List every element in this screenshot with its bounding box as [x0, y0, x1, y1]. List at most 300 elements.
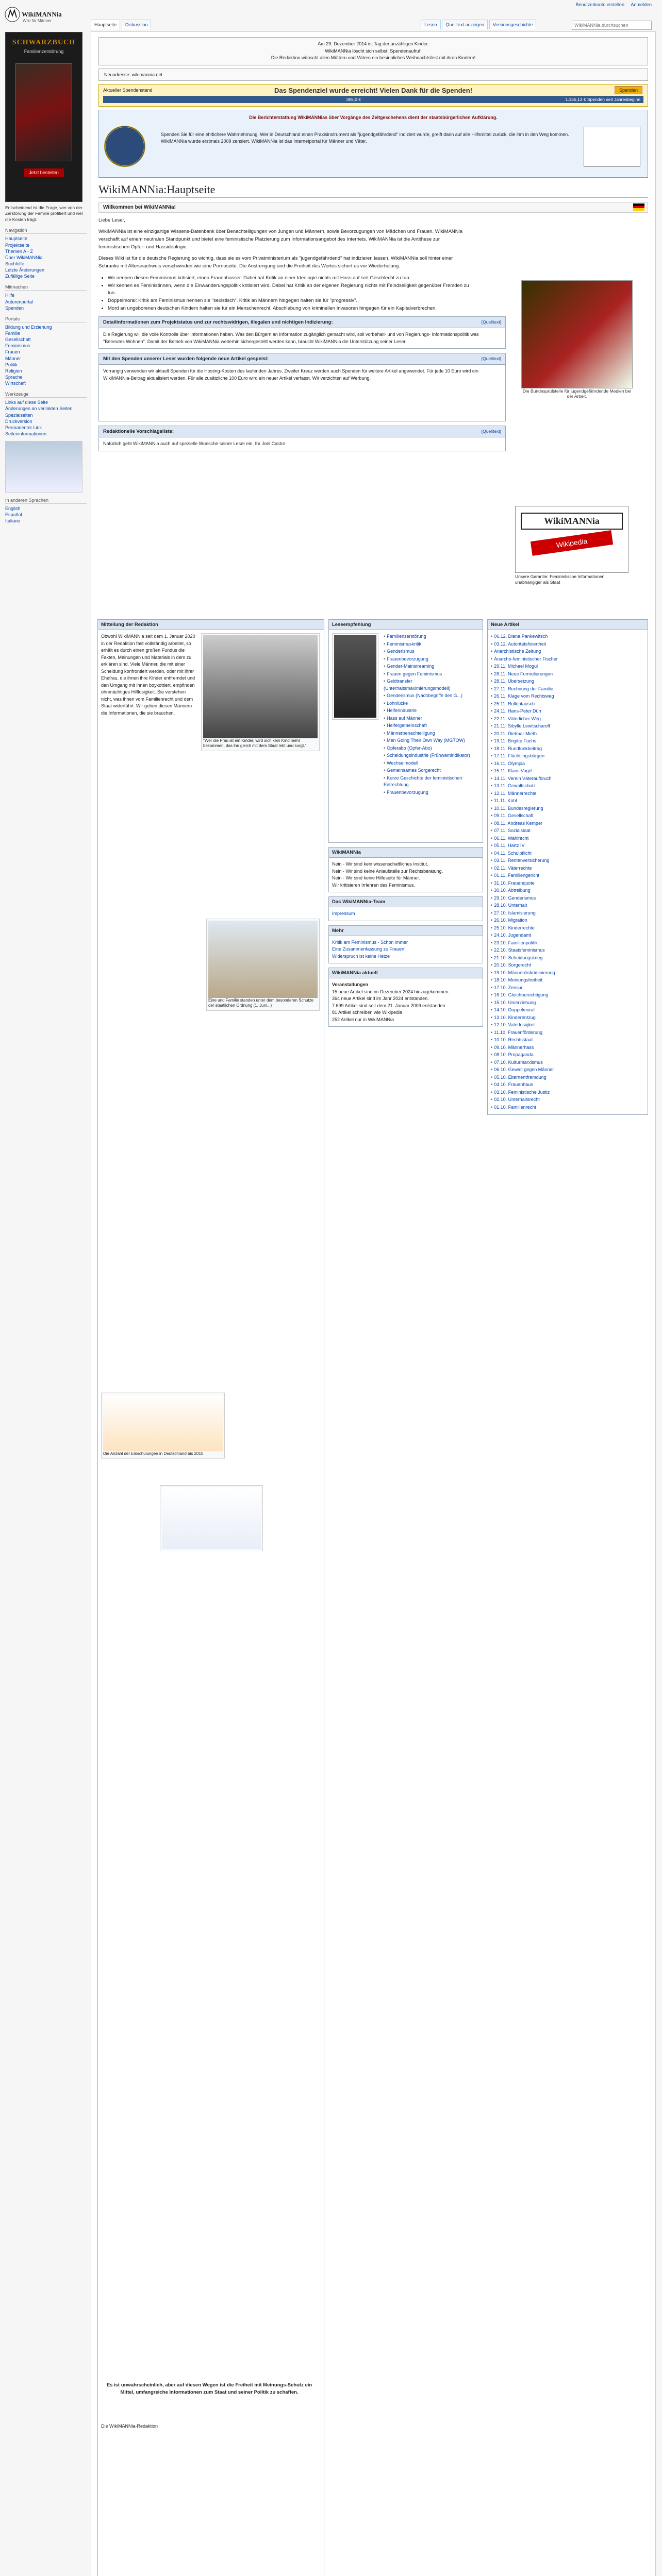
new-article-label[interactable]: 05.11. Hartz IV: [494, 843, 525, 848]
sidebar-item[interactable]: Autorenportal: [5, 299, 34, 304]
reading-item[interactable]: • Frauenbevorzugung: [384, 656, 428, 662]
sidebar-tools-heading: Werkzeuge: [5, 392, 87, 398]
stats-item: 364 neue Artikel sind im Jahr 2024 entstanden.: [332, 996, 429, 1001]
section-header: [98, 316, 506, 328]
new-article-item[interactable]: • 11.11. Kohl: [491, 798, 517, 803]
donation-headline: Das Spendenziel wurde erreicht! Vielen Dank für die Spenden!: [274, 86, 473, 94]
new-article-item[interactable]: • 03.11. Rentenversicherung: [491, 858, 550, 863]
reading-item[interactable]: • Scheidungsindustrie (Frühwarnindikator): [384, 753, 470, 758]
new-article-item[interactable]: • 23.10. Familienpolitik: [491, 940, 538, 945]
new-article-item[interactable]: • 07.10. Kulturmarxismus: [491, 1059, 543, 1065]
tab-read[interactable]: Lesen: [421, 20, 441, 29]
reading-item-label[interactable]: Men Going Their Own Way (MGTOW): [387, 738, 466, 743]
sidebar-item[interactable]: Suchhilfe: [5, 261, 25, 266]
section-header: [98, 426, 506, 437]
personal-tools: [570, 2, 652, 7]
sidebar-item[interactable]: Bildung und Erziehung: [5, 324, 52, 330]
edit-link[interactable]: [Quelltext]: [481, 319, 501, 325]
sidebar-item[interactable]: Über WikiMANNia: [5, 255, 43, 260]
faq-item: Nein - Wir sind keine Hilfeseite für Männer.: [332, 875, 420, 880]
intro-text: [98, 217, 470, 313]
book-subtitle: Familienzerstörung: [24, 49, 64, 54]
new-article-label[interactable]: 16.11. Olympia: [494, 760, 525, 766]
reading-item[interactable]: • Wechselmodell: [384, 760, 419, 766]
new-article-label[interactable]: 13.10. Kinderentzug: [494, 1014, 536, 1020]
sidebar-item[interactable]: Frauen: [5, 349, 20, 355]
book-cover-image: [15, 63, 72, 161]
sidebar-item[interactable]: Projektseite: [5, 242, 30, 248]
new-article-item[interactable]: • 24.11. Hans-Peter Dürr: [491, 708, 542, 714]
new-article-item[interactable]: • 09.11. Gesellschaft: [491, 813, 534, 818]
column-heading: Leseempfehlung: [328, 619, 483, 630]
more-link[interactable]: Widerspruch ist keine Hetze: [332, 953, 390, 959]
new-article-label[interactable]: 14.11. Verein Väteraufbruch: [494, 775, 552, 781]
sidebar-item[interactable]: Seiteninformationen: [5, 431, 47, 436]
new-article-item[interactable]: • 09.10. Männerhass: [491, 1044, 534, 1050]
new-article-label[interactable]: 06.10. Gewalt gegen Männer: [494, 1067, 554, 1072]
sidebar-item[interactable]: Gesellschaft: [5, 337, 31, 343]
reading-item-label[interactable]: Frauenbevorzugung: [387, 789, 428, 795]
new-article-item[interactable]: • 10.10. Rechtsstaat: [491, 1037, 533, 1042]
notice-line: Am 29. Dezember 2014 ist Tag der unzähligen Kinder.: [318, 41, 429, 46]
new-article-label[interactable]: Anarcho-feministischer Fischer: [494, 656, 558, 662]
reading-item[interactable]: • Frauen gegen Feminismus: [384, 671, 442, 676]
sidebar-item[interactable]: English: [5, 506, 21, 512]
sidebar-item[interactable]: Feminismus: [5, 343, 30, 349]
new-article-item[interactable]: • 22.10. Staatsfeminismus: [491, 947, 545, 953]
new-article-label[interactable]: 26.10. Migration: [494, 918, 527, 923]
new-article-label[interactable]: 10.11. Bundesregierung: [494, 805, 543, 811]
house-image: [208, 921, 318, 998]
reading-item-label[interactable]: Genderismus (Nachbegriffe des G...): [387, 693, 463, 698]
new-article-label[interactable]: 10.10. Rechtsstaat: [494, 1037, 533, 1042]
births-chart-image: [103, 1395, 223, 1451]
new-article-item[interactable]: • 27.11. Rechnung der Familie: [491, 686, 554, 691]
sidebar-languages: [5, 498, 87, 524]
reading-item-label[interactable]: Feminismuskritik: [387, 641, 422, 647]
new-article-item[interactable]: • 08.11. Andreas Kemper: [491, 820, 543, 826]
sidebar-item[interactable]: Politik: [5, 362, 18, 367]
new-article-item[interactable]: • 29.11. Michael Mogul: [491, 664, 538, 669]
sidebar-tools: [5, 392, 87, 437]
reading-item[interactable]: • Hass auf Männer: [384, 715, 422, 721]
reading-item-label[interactable]: Lohnlücke: [387, 700, 408, 706]
warning-sign-image[interactable]: [521, 280, 633, 388]
info-box-text: Spenden Sie für eine ehrlichere Wahrnehmung. Wer in Deutschland einen Praxisinstrument als "jugendgefährdend" indiziert wurde, greift darin auf alle Hilfsmittel zurück, die ihm in den Weg kommen. WikiMANNia wurde erstmals 2009 zensiert. WikiMANNia ist das Internetportal für Männer und Väter.: [161, 131, 569, 144]
sidebar-item[interactable]: Wirtschaft: [5, 381, 26, 386]
reading-item[interactable]: • Men Going Their Own Way (MGTOW): [384, 738, 466, 743]
reading-item-label[interactable]: Frauen gegen Feminismus: [387, 671, 442, 676]
book-title: SCHWARZBUCH: [12, 39, 76, 46]
stats-box: [328, 978, 483, 1027]
reading-item[interactable]: • Feminismuskritik: [384, 641, 422, 647]
sidebar-banner-image[interactable]: [5, 441, 82, 493]
donation-total: 1.155,13 € Spenden seit Jahresbeginn: [565, 96, 640, 102]
new-article-item[interactable]: • 29.10. Genderismus: [491, 895, 536, 901]
more-box: [328, 936, 483, 964]
welcome-bar: [98, 202, 648, 213]
sidebar-nav-heading: Navigation: [5, 228, 87, 234]
column-body: [328, 630, 483, 843]
list-item: • Doppelmoral: Kritik am Feminismus nennen sie "sexistisch". Kritik an Männern hingegen halten sie für "progressiv".: [108, 297, 470, 305]
new-article-label[interactable]: 18.11. Rundfunkbeitrag: [494, 745, 542, 751]
new-article-label[interactable]: 25.10. Kinderrechte: [494, 925, 535, 930]
sidebar-item[interactable]: Themen A - Z: [5, 248, 34, 254]
reading-item[interactable]: • Familienzerstörung: [384, 634, 426, 639]
new-article-item[interactable]: • 03.10. Feministische Justiz: [491, 1089, 550, 1095]
new-article-label[interactable]: 28.11. Übersetzung: [494, 679, 535, 684]
new-article-item[interactable]: • 04.10. Frauenhaus: [491, 1082, 533, 1087]
reading-item-label[interactable]: Kurze Geschichte der feministischen Entrechtung: [384, 775, 462, 787]
reading-item-label[interactable]: Hass auf Männer: [387, 715, 422, 721]
column-reading: [328, 619, 483, 1027]
login-link[interactable]: Anmelden: [631, 2, 652, 7]
section-body: Die Regierung will die volle Kontrolle über Informationen haben. Was den Bürgern an Information zugänglich gemacht wird, soll vorbehalt- und von Regierungs- Informationspolitik was "Betreutes Wohnen". Damit der Betrieb von WikiMANNia weiterhin sichergestellt werden kann, braucht WikiMANNia die Unterstützung seiner Leser.: [98, 328, 506, 349]
new-article-item[interactable]: • 22.11. Väterlicher Weg: [491, 716, 541, 721]
reading-item-label[interactable]: Genderismus: [387, 649, 415, 654]
new-article-label[interactable]: 21.10. Scheidungskrieg: [494, 955, 543, 960]
new-article-item[interactable]: • 25.11. Rollentausch: [491, 701, 535, 706]
new-article-label[interactable]: 01.10. Familienrecht: [494, 1104, 536, 1110]
edit-link[interactable]: [Quelltext]: [481, 429, 501, 434]
new-article-item[interactable]: • 06.10. Gewalt gegen Männer: [491, 1067, 554, 1072]
new-article-label[interactable]: 04.10. Frauenhaus: [494, 1082, 533, 1087]
new-article-item[interactable]: • 03.12. Autoritätsfixiertheit: [491, 641, 547, 647]
new-article-item[interactable]: • 17.10. Zensur: [491, 985, 523, 990]
image-caption: Die Bundesprüfstelle für jugendgefährdende Medien bei der Arbeit.: [522, 388, 632, 399]
new-article-label[interactable]: 15.11. Klaus Vogel: [494, 768, 533, 773]
new-article-item[interactable]: • 05.11. Hartz IV: [491, 843, 525, 848]
new-article-item[interactable]: • 16.11. Olympia: [491, 760, 525, 766]
book-advert[interactable]: [5, 32, 82, 202]
team-box: [328, 907, 483, 921]
new-article-item[interactable]: • 13.10. Kinderentzug: [491, 1014, 536, 1020]
new-article-label[interactable]: 02.10. Unterhaltsrecht: [494, 1097, 540, 1102]
sidebar-item[interactable]: Sprache: [5, 374, 23, 380]
reading-item-label[interactable]: Helferindustrie: [387, 708, 417, 713]
stats-item: 7.699 Artikel sind seit dem 21. Januar 2009 entstanden.: [332, 1003, 447, 1008]
donation-amount: 355,0 €: [346, 96, 361, 102]
new-article-item[interactable]: • 01.11. Familiengericht: [491, 873, 540, 878]
new-article-item[interactable]: • 12.11. Männerrechte: [491, 790, 537, 796]
site-notice: [98, 37, 648, 65]
column-heading: WikiMANNia: [328, 847, 483, 858]
stats-item: 252 Artikel nur in WikiMANNia: [332, 1016, 394, 1022]
new-article-item[interactable]: • 24.10. Jugendamt: [491, 933, 532, 938]
reading-item[interactable]: • Kurze Geschichte der feministischen Entrechtung: [384, 775, 462, 787]
new-article-label[interactable]: 27.10. Islamisierung: [494, 910, 536, 916]
new-article-label[interactable]: 11.10. Frauenförderung: [494, 1029, 543, 1035]
new-article-item[interactable]: • 16.10. Gleichberechtigung: [491, 992, 549, 997]
new-article-item[interactable]: • 04.11. Schulpflicht: [491, 850, 532, 856]
sidebar-help-heading: Mitmachen: [5, 284, 87, 291]
new-article-label[interactable]: 15.10. Umerziehung: [494, 999, 536, 1005]
new-article-item[interactable]: • 20.11. Dietmar Mieth: [491, 731, 537, 736]
faq-item: Wir kritisieren Irrlehren des Feminismus.: [332, 882, 416, 888]
reading-item-label[interactable]: Familienzerstörung: [387, 634, 426, 639]
reading-item[interactable]: • Männerbenachteiligung: [384, 730, 435, 736]
new-article-item[interactable]: • 21.11. Sibylle Lewitscharoff: [491, 723, 550, 728]
new-article-item[interactable]: • 27.10. Islamisierung: [491, 910, 536, 916]
new-article-item[interactable]: • 18.10. Meinungsfreiheit: [491, 977, 542, 982]
new-article-item[interactable]: • 25.10. Kinderrechte: [491, 925, 535, 930]
diagram-figure: [160, 1485, 263, 1551]
reading-item-label[interactable]: Gender-Mainstreaming: [387, 664, 435, 669]
new-article-label[interactable]: 01.11. Familiengericht: [494, 873, 540, 878]
faq-item: Nein - Wir sind kein wissenschaftliches Institut.: [332, 861, 428, 867]
new-article-label[interactable]: 19.11. Brigitte Fuchs: [494, 738, 537, 743]
tab-view-source[interactable]: Quelltext anzeigen: [442, 20, 488, 29]
new-article-item[interactable]: • 06.11. Wahlrecht: [491, 835, 529, 841]
more-link[interactable]: Eine Zusammenfassung zu Frauen!: [332, 946, 406, 952]
notice-line: WikiMANNia löscht sich selbst. Spendenaufruf.: [325, 48, 422, 54]
column-heading: WikiMANNia aktuell: [328, 968, 483, 978]
reading-item[interactable]: • Helferindustrie: [384, 708, 417, 713]
donation-progress: [103, 96, 643, 103]
column-heading: Mehr: [328, 925, 483, 936]
sidebar-item[interactable]: Italiano: [5, 518, 21, 524]
new-article-label[interactable]: 13.11. Gewaltschutz: [494, 783, 536, 788]
new-article-label[interactable]: 12.11. Männerrechte: [494, 790, 537, 796]
new-article-item[interactable]: • 30.10. Abtreibung: [491, 888, 531, 893]
new-article-label[interactable]: 03.12. Autoritätsfixiertheit: [494, 641, 547, 647]
list-item: • Wir kennen es Feministinnen, wenn die Einwanderungspolitik kritisiert wird. Dabei hat Kritik an der eigenen Regierung nichts mit Feindseligkeit gegenüber Fremden zu tun.: [108, 282, 470, 297]
new-article-label[interactable]: 31.10. Frauenquote: [494, 880, 535, 886]
new-article-item[interactable]: • 15.11. Klaus Vogel: [491, 768, 533, 773]
new-article-item[interactable]: • Anarchistische Zeitung: [491, 649, 541, 654]
reading-item[interactable]: • Geldtransfer (Unterhaltsmaximierungsmodell): [384, 679, 451, 691]
new-article-label[interactable]: 03.11. Rentenversicherung: [494, 858, 550, 863]
new-article-label[interactable]: 27.11. Rechnung der Familie: [494, 686, 554, 691]
new-article-label[interactable]: 06.11. Wahlrecht: [494, 835, 529, 841]
info-box: [98, 110, 648, 178]
new-article-item[interactable]: • 08.10. Propaganda: [491, 1052, 534, 1057]
new-article-label[interactable]: 19.10. Männerdiskriminierung: [494, 970, 555, 975]
sidebar-item[interactable]: Permanenter Link: [5, 425, 42, 430]
new-article-label[interactable]: 29.11. Michael Mogul: [494, 664, 538, 669]
reading-item-label[interactable]: Opferabo (Opfer-Abo): [387, 745, 432, 751]
new-article-item[interactable]: • 02.10. Unterhaltsrecht: [491, 1097, 540, 1102]
donation-bar: [98, 84, 648, 107]
column-heading: Mitteilung der Redaktion: [97, 619, 324, 630]
column-editorial: [97, 619, 324, 2576]
info-badge-image: [584, 127, 640, 167]
flag-icon: [633, 204, 644, 211]
new-article-label[interactable]: 20.11. Dietmar Mieth: [494, 731, 537, 736]
reading-item-label[interactable]: Helfergemeinschaft: [387, 723, 427, 728]
new-article-item[interactable]: • 28.11. Neue Formulierungen: [491, 671, 553, 676]
new-article-item[interactable]: • 07.11. Sozialstaat: [491, 828, 531, 833]
comparison-badge-image: [515, 506, 628, 573]
search-input[interactable]: [572, 21, 652, 30]
reading-item[interactable]: • Gender-Mainstreaming: [384, 664, 435, 669]
reading-item-label[interactable]: Geldtransfer (Unterhaltsmaximierungsmodell): [384, 679, 451, 691]
reading-item[interactable]: • Helfergemeinschaft: [384, 723, 427, 728]
new-article-item[interactable]: • 21.10. Scheidungskrieg: [491, 955, 543, 960]
house-figure: [206, 919, 320, 1011]
section-title: Redaktionelle Vorschlagsliste:: [103, 429, 174, 435]
new-article-label[interactable]: 24.10. Jugendamt: [494, 933, 532, 938]
reading-item[interactable]: • Frauenbevorzugung: [384, 789, 428, 795]
reading-item-label[interactable]: Gemeinsames Sorgerecht: [387, 768, 441, 773]
faq-box: [328, 858, 483, 892]
reading-item-label[interactable]: Männerbenachteiligung: [387, 730, 435, 736]
donation-label: Aktueller Spendenstand: [103, 87, 153, 93]
reading-list: [332, 633, 479, 839]
new-article-label[interactable]: 21.11. Sibylle Lewitscharoff: [494, 723, 550, 728]
column-heading: Das WikiMANNia-Team: [328, 896, 483, 907]
reading-item[interactable]: • Genderismus (Nachbegriffe des G...): [384, 693, 463, 698]
new-article-label[interactable]: 18.10. Meinungsfreiheit: [494, 977, 542, 982]
sidebar-item[interactable]: Letzte Änderungen: [5, 267, 45, 273]
reading-item-label[interactable]: Wechselmodell: [387, 760, 419, 766]
sidebar-languages-heading: In anderen Sprachen: [5, 498, 87, 504]
new-article-label[interactable]: 02.11. Väterrechte: [494, 865, 532, 871]
new-article-label[interactable]: 20.10. Sorgerecht: [494, 962, 531, 968]
new-article-label[interactable]: 04.11. Schulpflicht: [494, 850, 532, 856]
new-article-item[interactable]: • 20.10. Sorgerecht: [491, 962, 531, 968]
site-tagline: Wiki für Männer: [23, 19, 52, 23]
new-article-item[interactable]: • 06.12. Diana Pankewitsch: [491, 634, 548, 639]
house-caption: Eine und Familie standen unter dem besonderen Schutze der staatlichen Ordnung (1. Juni...): [208, 998, 314, 1008]
section-title: Mit den Spenden unserer Leser wurden folgende neue Artikel gespeist:: [103, 356, 269, 362]
new-article-label[interactable]: 06.12. Diana Pankewitsch: [494, 634, 548, 639]
sidebar-item[interactable]: Druckversion: [5, 418, 32, 424]
reading-item-label[interactable]: Scheidungsindustrie (Frühwarnindikator): [387, 753, 470, 758]
intro-list: [108, 275, 470, 313]
new-article-item[interactable]: • 14.10. Doppelmoral: [491, 1007, 535, 1012]
sidebar-item[interactable]: Hauptseite: [5, 236, 28, 242]
imprint-link[interactable]: Impressum: [332, 911, 355, 916]
new-article-item[interactable]: • 11.10. Frauenförderung: [491, 1029, 543, 1035]
sidebar-item[interactable]: Änderungen an verlinkten Seiten: [5, 406, 73, 412]
section-header: [98, 353, 506, 365]
reading-item[interactable]: • Gemeinsames Sorgerecht: [384, 768, 441, 773]
new-article-label[interactable]: 25.11. Rollentausch: [494, 701, 535, 706]
sidebar-item[interactable]: Religion: [5, 368, 22, 374]
list-item: • Wir nennen diesen Feminismus kritisiert, einen Frauenhasser. Dabei hat Kritik an einer Ideologie nichts mit Hass auf seit Geschlecht zu tun.: [108, 275, 470, 282]
new-article-item[interactable]: • 15.10. Umerziehung: [491, 999, 536, 1005]
new-article-label[interactable]: 28.11. Neue Formulierungen: [494, 671, 553, 676]
new-article-item[interactable]: • 26.10. Migration: [491, 918, 527, 923]
new-article-label[interactable]: 07.11. Sozialstaat: [494, 828, 531, 833]
column-new-articles: [487, 619, 648, 1115]
new-article-label[interactable]: 09.10. Männerhass: [494, 1044, 534, 1050]
reading-item[interactable]: • Lohnlücke: [384, 700, 408, 706]
more-link[interactable]: Kritik am Feminismus - Schon immer: [332, 939, 408, 945]
new-article-item[interactable]: • 14.11. Verein Väteraufbruch: [491, 775, 552, 781]
sidebar-help: [5, 284, 87, 311]
reading-items: [384, 633, 479, 796]
new-articles-list: [487, 630, 648, 1115]
new-article-label[interactable]: 24.11. Hans-Peter Dürr: [494, 708, 542, 714]
reading-item[interactable]: • Genderismus: [384, 649, 415, 654]
new-article-label[interactable]: 16.10. Gleichberechtigung: [494, 992, 549, 997]
sidebar-item[interactable]: Hilfe: [5, 293, 15, 298]
donate-button[interactable]: Spenden: [615, 86, 642, 94]
new-article-item[interactable]: • 13.11. Gewaltschutz: [491, 783, 536, 788]
new-article-label[interactable]: 22.11. Väterlicher Weg: [494, 716, 541, 721]
reading-item[interactable]: • Opferabo (Opfer-Abo): [384, 745, 432, 751]
new-article-item[interactable]: • 18.11. Rundfunkbeitrag: [491, 745, 542, 751]
section-body: Natürlich geht WikiMANNia auch auf spezielle Wünsche seiner Leser ein. Ihr Joel Castro: [98, 437, 506, 451]
site-logo[interactable]: [3, 3, 60, 31]
tab-discussion[interactable]: Diskussion: [122, 20, 152, 29]
edit-link[interactable]: [Quelltext]: [481, 356, 501, 362]
new-article-label[interactable]: 08.10. Propaganda: [494, 1052, 534, 1057]
stats-subheading: Veranstaltungen: [332, 982, 369, 987]
new-article-item[interactable]: • 12.10. Vaterlosigkeit: [491, 1022, 536, 1027]
new-article-label[interactable]: 28.10. Unterhalt: [494, 903, 527, 908]
sidebar-item[interactable]: Español: [5, 512, 22, 518]
main-content: [91, 31, 656, 2576]
sidebar-item[interactable]: Familie: [5, 330, 21, 336]
new-article-item[interactable]: • 17.11. Flüchtlingsbürgen: [491, 753, 545, 758]
new-article-label[interactable]: 29.10. Genderismus: [494, 895, 536, 901]
new-article-label[interactable]: 03.10. Feministische Justiz: [494, 1089, 550, 1095]
new-article-label[interactable]: 09.11. Gesellschaft: [494, 813, 534, 818]
column-heading: Neue Artikel: [487, 619, 648, 630]
new-article-item[interactable]: • 19.10. Männerdiskriminierung: [491, 970, 555, 975]
new-article-item[interactable]: • 31.10. Frauenquote: [491, 880, 535, 886]
reading-item-label[interactable]: Frauenbevorzugung: [387, 656, 428, 662]
new-article-item[interactable]: • 19.11. Brigitte Fuchs: [491, 738, 537, 743]
new-article-item[interactable]: • 28.11. Übersetzung: [491, 679, 535, 684]
new-article-label[interactable]: 14.10. Doppelmoral: [494, 1007, 535, 1012]
new-article-label[interactable]: 17.10. Zensur: [494, 985, 523, 990]
new-article-item[interactable]: • 01.10. Familienrecht: [491, 1104, 536, 1110]
reading-image: [332, 633, 378, 720]
stats-item: 15 neue Artikel sind im Dezember 2024 hinzugekommen.: [332, 989, 450, 994]
new-article-item[interactable]: • 05.10. Elternentfremdung: [491, 1074, 547, 1080]
notice-line: Die Redaktion wünscht allen Müttern und Vätern ein besinnliches Weihnachtsfest mit ihren Kindern!: [271, 55, 476, 60]
sidebar-item[interactable]: Spenden: [5, 305, 24, 311]
new-article-label[interactable]: Anarchistische Zeitung: [494, 649, 541, 654]
new-article-label[interactable]: 23.10. Familienpolitik: [494, 940, 538, 945]
new-article-label[interactable]: 11.11. Kohl: [494, 798, 517, 803]
births-chart-figure: [101, 1393, 225, 1459]
new-article-item[interactable]: • Anarcho-feministischer Fischer: [491, 656, 558, 662]
portrait-caption: "Wer die Frau ist ein Kinder, wird sich kein Kind mehr bekommen, das ihn gleich mit dem Staat lebt und sorgt.": [203, 738, 307, 749]
sidebar-item[interactable]: Zufällige Seite: [5, 274, 35, 279]
create-account-link[interactable]: Benutzerkonto erstellen: [575, 2, 624, 7]
new-article-label[interactable]: 12.10. Vaterlosigkeit: [494, 1022, 536, 1027]
new-article-label[interactable]: 08.11. Andreas Kemper: [494, 820, 543, 826]
new-article-label[interactable]: 26.11. Klage vom Rechtsweg: [494, 693, 554, 699]
book-order-button[interactable]: Jetzt bestellen: [24, 168, 64, 177]
sidebar-item[interactable]: Links auf diese Seite: [5, 400, 48, 405]
tab-history[interactable]: Versionsgeschichte: [489, 20, 537, 29]
reading-cover-image: [334, 635, 376, 718]
new-article-item[interactable]: • 26.11. Klage vom Rechtsweg: [491, 693, 554, 699]
new-article-label[interactable]: 22.10. Staatsfeminismus: [494, 947, 545, 953]
faq-item: Nein - Wir sind keine Anlaufstelle zur Rechtsberatung.: [332, 868, 443, 874]
sidebar-item[interactable]: Spezialseiten: [5, 412, 33, 418]
sidebar-portals: [5, 316, 87, 386]
new-article-item[interactable]: • 28.10. Unterhalt: [491, 903, 527, 908]
new-article-item[interactable]: • 10.11. Bundesregierung: [491, 805, 543, 811]
sidebar-item[interactable]: Männer: [5, 355, 21, 361]
new-article-label[interactable]: 30.10. Abtreibung: [494, 888, 531, 893]
tab-main-page[interactable]: Hauptseite: [91, 20, 120, 29]
new-article-label[interactable]: 05.10. Elternentfremdung: [494, 1074, 547, 1080]
page-title: WikiMANNia:Hauptseite: [98, 183, 648, 198]
intro-paragraph: Dieses Wiki ist für die deutsche Regierung so wichtig, dass sie es vom Privatministerium als "jugendgefährdend" hat indizieren lassen. WikiMANNia soll hinter einer Schranke mit Altersnachweis verschwinden wie eine Pornoseite. Die Anstrengung und die Freiheit des Wortes sichert es vor Wiederholung.: [98, 256, 453, 269]
new-article-label[interactable]: 17.11. Flüchtlingsbürgen: [494, 753, 545, 758]
book-blurb: Entscheidend ist die Frage, wer von der Zerstörung der Familie profitiert und wer die Kosten trägt.: [5, 205, 84, 222]
new-article-item[interactable]: • 02.11. Väterrechte: [491, 865, 532, 871]
new-article-label[interactable]: 07.10. Kulturmarxismus: [494, 1059, 543, 1065]
